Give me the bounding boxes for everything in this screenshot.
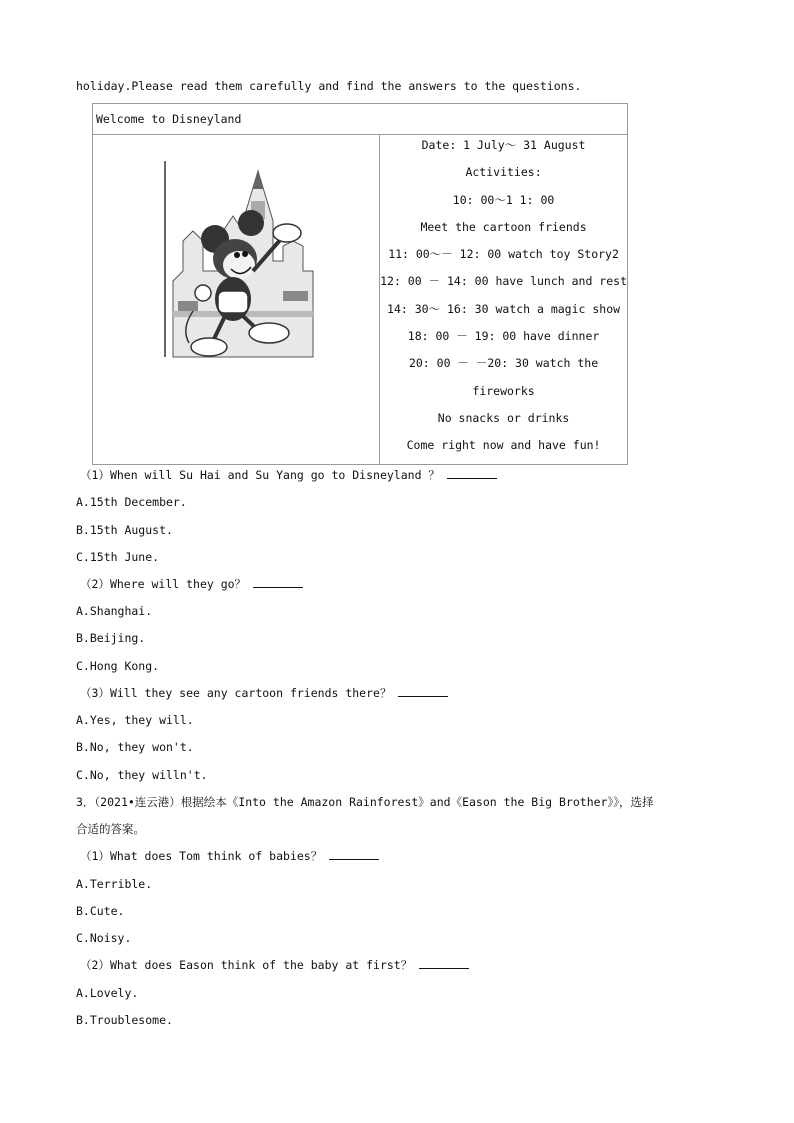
mickey-castle-illustration bbox=[163, 161, 319, 361]
question-number: （2） bbox=[80, 958, 110, 972]
notice-title: Welcome to Disneyland bbox=[93, 104, 628, 135]
schedule-line: 20: 00 － －20: 30 watch the bbox=[408, 356, 599, 371]
answer-blank[interactable] bbox=[419, 958, 469, 969]
option-b: B.Troublesome. bbox=[76, 1013, 173, 1027]
question-number: （1） bbox=[80, 849, 110, 863]
question-text: What does Eason think of the baby at first？ bbox=[109, 958, 413, 972]
notice-picture-cell bbox=[93, 135, 380, 465]
option-c: C.15th June. bbox=[76, 550, 160, 564]
schedule-line: Come right now and have fun! bbox=[406, 438, 601, 453]
schedule-cell bbox=[380, 135, 628, 465]
question-text: What does Tom think of babies？ bbox=[109, 849, 323, 863]
answer-blank[interactable] bbox=[329, 849, 379, 860]
schedule-line: 12: 00 － 14: 00 have lunch and rest bbox=[380, 274, 627, 289]
option-b: B.No, they won't. bbox=[76, 740, 194, 754]
section-3-question-1 bbox=[80, 849, 379, 863]
answer-blank[interactable] bbox=[253, 577, 303, 588]
schedule-line: 11: 00～－ 12: 00 watch toy Story2 bbox=[388, 247, 619, 262]
question-number: （3） bbox=[80, 686, 110, 700]
question-1 bbox=[80, 468, 497, 482]
section-3-header-cont: 合适的答案。 bbox=[76, 822, 145, 836]
option-a: A.Shanghai. bbox=[76, 604, 153, 618]
schedule-line: Date: 1 July～ 31 August bbox=[421, 138, 586, 152]
question-text: When will Su Hai and Su Yang go to Disneyland ？ bbox=[109, 468, 440, 482]
section-3-question-2 bbox=[80, 958, 469, 972]
option-b: B.15th August. bbox=[76, 523, 173, 537]
option-a: A.Lovely. bbox=[76, 986, 139, 1000]
section-3-header: 3．（2021•连云港）根据绘本《Into the Amazon Rainforest》and《Eason the Big Brother》》，选择 bbox=[76, 795, 654, 809]
question-text: Will they see any cartoon friends there？ bbox=[109, 686, 392, 700]
disneyland-notice bbox=[92, 103, 628, 465]
schedule-line: 18: 00 － 19: 00 have dinner bbox=[407, 329, 600, 344]
schedule-line: Activities: bbox=[465, 165, 542, 180]
answer-blank[interactable] bbox=[447, 468, 497, 479]
question-3 bbox=[80, 686, 448, 700]
option-c: C.Noisy. bbox=[76, 931, 132, 945]
option-a: A.Yes, they will. bbox=[76, 713, 194, 727]
question-2 bbox=[80, 577, 303, 591]
schedule-line: 14: 30～ 16: 30 watch a magic show bbox=[387, 301, 621, 316]
option-b: B.Beijing. bbox=[76, 631, 146, 645]
answer-blank[interactable] bbox=[398, 686, 448, 697]
schedule-line: 10: 00～1 1: 00 bbox=[452, 192, 555, 207]
option-a: A.Terrible. bbox=[76, 877, 153, 891]
schedule-line: No snacks or drinks bbox=[437, 410, 570, 425]
option-a: A.15th December. bbox=[76, 495, 187, 509]
schedule-line: Meet the cartoon friends bbox=[420, 219, 587, 234]
question-number: （1） bbox=[80, 468, 110, 482]
schedule-line: fireworks bbox=[472, 383, 535, 398]
option-b: B.Cute. bbox=[76, 904, 125, 918]
question-text: Where will they go？ bbox=[109, 577, 247, 591]
question-number: （2） bbox=[80, 577, 110, 591]
option-c: C.No, they willn't. bbox=[76, 768, 208, 782]
intro-line: holiday.Please read them carefully and find the answers to the questions. bbox=[76, 79, 582, 93]
option-c: C.Hong Kong. bbox=[76, 659, 160, 673]
